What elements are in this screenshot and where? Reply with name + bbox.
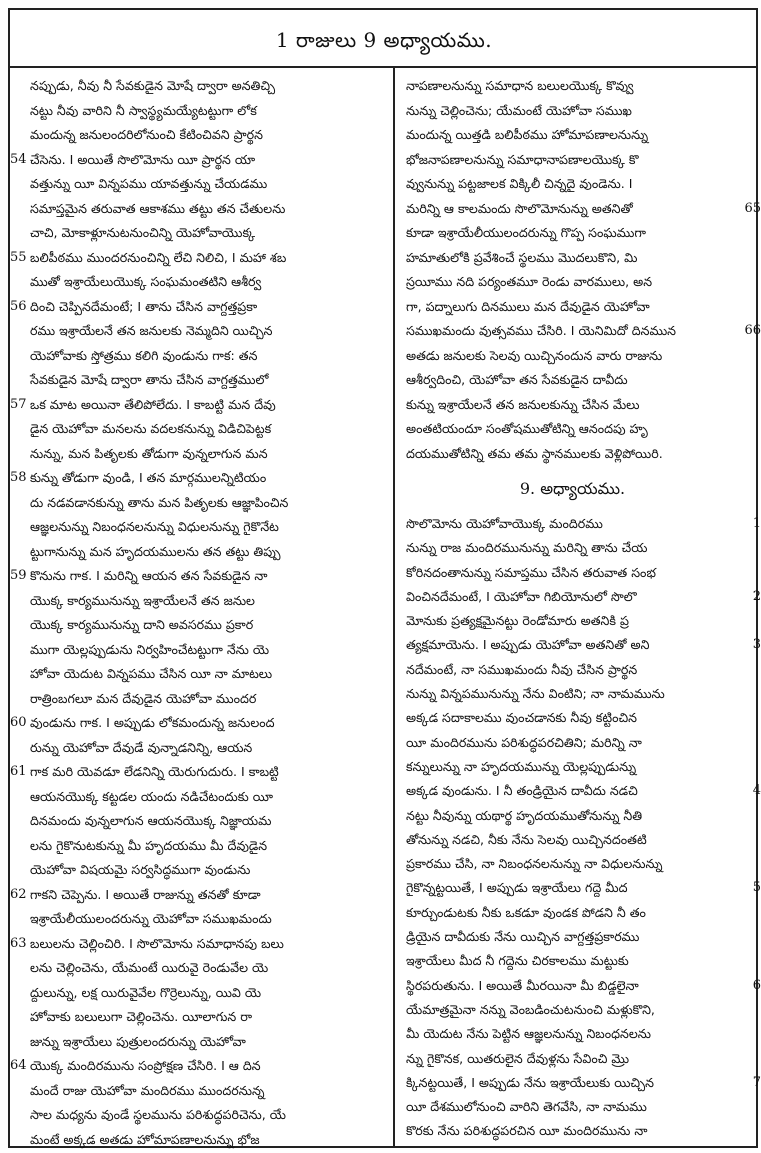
verse-number: 3 xyxy=(752,637,761,653)
text-line xyxy=(406,585,761,609)
verse-number: 6 xyxy=(752,977,761,993)
line-text: అంతటియందూ సంతోషముతోటిన్ని ఆనందపు హృ xyxy=(406,421,648,436)
text-line xyxy=(10,295,385,320)
left-column xyxy=(10,74,385,1152)
verse-number: 2 xyxy=(752,588,761,604)
text-line xyxy=(30,687,385,712)
right-column xyxy=(406,74,761,1144)
line-text: బలులను చెల్లించిరి. I సొలొమోను సమాధానపు బలు xyxy=(30,935,284,951)
text-line xyxy=(406,417,739,442)
text-line xyxy=(406,998,739,1022)
line-text: మోనుకు ప్రత్యక్షమైనట్టు రెండోమారు అతనికి ప్ర xyxy=(406,613,629,629)
text-line xyxy=(406,974,761,998)
text-line xyxy=(10,1054,385,1079)
verse-number: 56 xyxy=(10,298,27,314)
text-line xyxy=(406,319,761,344)
chapter-heading: 9. అధ్యాయము. xyxy=(519,479,626,498)
line-text: మంటే అక్కడ అతడు హోమాపణాలనున్ను భోజ xyxy=(30,1131,260,1147)
line-text: కూడా ఇశ్రాయేలీయులందరున్ను గొప్ప సంఘముగా xyxy=(406,225,647,240)
line-text: నట్టు నీవు వారిని నీ స్వాస్థ్యమయ్యేటట్టుగా లోక xyxy=(30,102,257,118)
line-text: హోవా యెదుట విన్నపము చేసిన యీ నా మాటలు xyxy=(30,666,273,681)
line-text: మీ యెదుట నేను పెట్టిన ఆజ్ఞలనున్ను నిబంధనలను xyxy=(406,1026,651,1042)
text-line xyxy=(30,956,385,981)
line-text: లను చెల్లించెను, యేమంటే యిరువై రెండువేల యె xyxy=(30,960,269,975)
line-text: దించి చెప్పినదేమంటే; I తాను చేసిన వాగ్దత్తప్రకా xyxy=(30,298,258,314)
text-line xyxy=(406,633,761,657)
text-line xyxy=(30,981,385,1006)
line-text: యెహోవా విషయమై సర్వసిద్ధముగా వుండును xyxy=(30,862,251,877)
line-text: గైకొన్నట్టయితే, I అప్పుడు ఇశ్రాయేలు గద్దె మీద xyxy=(406,880,628,896)
line-text: నున్ను, మన పితృలకు తోడుగా వున్నలాగున మన xyxy=(30,445,268,461)
text-line xyxy=(406,925,739,949)
text-line xyxy=(30,74,385,99)
line-text: యొక్క కార్యమునున్ను ఇశ్రాయేలనే తన జనుల xyxy=(30,592,255,608)
text-line xyxy=(30,515,385,540)
line-text: కొనును గాక. I మరిన్ని ఆయన తన సేవకుడైన నా xyxy=(30,568,268,583)
text-line xyxy=(406,828,739,852)
text-line xyxy=(30,123,385,148)
line-text: మందే రాజు యెహోవా మందిరము ముందరనున్న xyxy=(30,1082,265,1098)
line-text: స్రయీము నది పర్యంతమూ రెండు వారములు, అన xyxy=(406,274,653,289)
verse-number: 61 xyxy=(10,764,27,779)
verse-number: 58 xyxy=(10,470,27,485)
text-line xyxy=(30,99,385,124)
text-line xyxy=(30,417,385,442)
text-line xyxy=(30,858,385,883)
line-text: తోనున్ను నడచి, నీకు నేను సెలవు యిచ్చినదంతటి xyxy=(406,831,647,847)
verse-number: 4 xyxy=(752,783,761,799)
line-text: వుండును గాక. I అప్పుడు లోకమందున్న జనులంద xyxy=(30,715,275,730)
line-text: అక్కడ వుండును. I నీ తండ్రియైన దావీదు నడచి xyxy=(406,783,638,799)
line-text: దయముతోటిన్ని తమ తమ స్థానములకు వెళ్లిపోయిరి. xyxy=(406,445,663,461)
verse-number: 7 xyxy=(752,1074,761,1090)
text-line xyxy=(30,785,385,810)
line-text: సమాప్తమైన తరువాత ఆకాశము తట్టు తన చేతులను xyxy=(30,200,286,216)
line-text: దు నడవడానకున్ను తాను మన పితృలకు ఆజ్ఞాపించిన xyxy=(30,494,289,510)
text-line xyxy=(30,540,385,565)
line-text: కూర్చుండుటకు నీకు ఒకడూ వుండక పోడని నీ తం xyxy=(406,904,646,920)
page-title: 1 రాజులు 9 అధ్యాయము. xyxy=(275,28,493,52)
line-text: డైన యెహోవా మనలను వదలకనున్ను విడిచిపెట్టక xyxy=(30,421,272,436)
text-line xyxy=(406,368,739,393)
verse-number: 63 xyxy=(10,935,27,951)
column-divider xyxy=(393,66,395,1146)
text-line xyxy=(406,172,739,197)
line-text: వ్వునున్ను పట్టజాలక విక్కిలీ చిన్నదై వుండెను. I xyxy=(406,176,633,191)
line-text: అక్కడ సదాకాలము వుంచడానకు నీవు కట్టించిన xyxy=(406,710,637,726)
text-line xyxy=(30,638,385,663)
line-text: యొక్క కార్యమునున్ను దాని అవసరము ప్రకార xyxy=(30,617,254,632)
text-line xyxy=(30,1103,385,1128)
text-line xyxy=(406,1095,739,1119)
line-text: సేవకుడైన మోషే ద్వారా తాను చేసిన వాగ్దత్తములో xyxy=(30,372,269,387)
text-line xyxy=(406,609,739,633)
line-text: యీ మందిరమును పరిశుద్ధపరచితిని; మరిన్ని నా xyxy=(406,734,642,750)
text-line xyxy=(406,512,761,536)
line-text: అతడు జనులకు సెలవు యిచ్చినందున వారు రాజును xyxy=(406,347,663,363)
line-text: కోరినదంతానున్ను సమాప్తము చేసిన తరువాత సంభ xyxy=(406,564,656,580)
text-line xyxy=(406,755,739,779)
line-text: స్థిరపరుతును. I అయితే మీరయినా మీ బిడ్డలైనా xyxy=(406,977,639,993)
text-line xyxy=(30,442,385,467)
text-line xyxy=(30,834,385,859)
line-text: జున్ను ఇశ్రాయేలు పుత్రులందరున్ను యెహోవా xyxy=(30,1033,246,1049)
text-line xyxy=(406,344,739,369)
text-line xyxy=(406,731,739,755)
text-line xyxy=(406,658,739,682)
line-text: రున్ను యెహోవా దేవుడే వున్నాడనిన్ని, ఆయన xyxy=(30,739,253,755)
line-text: ప్రకారము చేసి, నా నిబంధనలనున్ను నా విధులనున్ను xyxy=(406,856,663,872)
text-line xyxy=(406,221,739,246)
text-line xyxy=(406,197,761,222)
line-text: నున్ను రాజ మందిరమునున్ను మరిన్ని తాను చేయ xyxy=(406,540,648,556)
right-column-bottom xyxy=(406,512,761,1144)
line-text: గా, పద్నాలుగు దినములు మన దేవుడైన యెహోవా xyxy=(406,298,650,314)
text-line xyxy=(406,876,761,900)
verse-number: 55 xyxy=(10,249,27,265)
text-line xyxy=(406,246,739,271)
line-text: కున్ను ఇశ్రాయేలనే తన జనులకున్ను చేసిన మేలు xyxy=(406,396,640,412)
text-line xyxy=(10,711,385,736)
line-text: రాత్రింబగలూ మన దేవుడైన యెహోవా ముందర xyxy=(30,690,257,706)
line-text: నున్ను విన్నపమునున్ను నేను వింటిని; నా నామమును xyxy=(406,686,665,702)
text-line xyxy=(406,949,739,973)
line-text: నట్టు నీవున్ను యథార్థ హృదయముతోనున్ను నీతి xyxy=(406,807,643,823)
text-line xyxy=(30,319,385,344)
text-line xyxy=(406,270,739,295)
text-line xyxy=(30,197,385,222)
text-line xyxy=(406,1022,739,1046)
right-column-top xyxy=(406,74,761,466)
text-line xyxy=(30,270,385,295)
text-line xyxy=(30,907,385,932)
line-text: నదేమంటే, నా సముఖమందు నీవు చేసిన ప్రార్థన xyxy=(406,661,638,677)
text-line xyxy=(30,589,385,614)
line-text: చాచి, మోకాళ్లూనుటనుంచిన్ని యెహోవాయొక్క xyxy=(30,225,256,240)
line-text: త్యక్షమాయెను. I అప్పుడు యెహోవా అతనితో అని xyxy=(406,637,650,653)
verse-number: 62 xyxy=(10,886,27,902)
text-line xyxy=(10,760,385,785)
text-line xyxy=(406,99,739,124)
text-line xyxy=(406,123,739,148)
line-text: ఆజ్ఞలనున్ను నిబంధనలనున్ను విధులనున్ను గైకొనేట xyxy=(30,519,279,534)
line-text: యీ దేశములోనుంచి వారిని తెగవేసి, నా నామము xyxy=(406,1099,647,1115)
text-line xyxy=(30,736,385,761)
text-line xyxy=(406,1047,739,1071)
line-text: సముఖమందు వుత్సవము చేసిరి. I యెనిమిదో దినమున xyxy=(406,323,677,338)
text-line xyxy=(406,706,739,730)
line-text: ఒక మాట అయినా తేలిపోలేదు. I కాబట్టి మన దేవు xyxy=(30,396,276,412)
line-text: బలిపీఠము ముందరనుంచిన్ని లేచి నిలిచి, I మహా శబ xyxy=(30,249,287,265)
line-text: నున్ను చెల్లించెను; యేమంటే యెహోవా సముఖ xyxy=(406,102,632,118)
text-line xyxy=(30,368,385,393)
text-line xyxy=(30,491,385,516)
line-text: మరిన్ని ఆ కాలమందు సొలొమోనున్ను అతనితో xyxy=(406,200,633,216)
text-line xyxy=(30,662,385,687)
text-line xyxy=(10,246,385,271)
text-line xyxy=(406,804,739,828)
line-text: సొలొమోను యెహోవాయొక్క మందిరము xyxy=(406,516,603,531)
verse-number: 66 xyxy=(744,323,761,338)
text-line xyxy=(30,221,385,246)
line-text: కొరకు నేను పరిశుద్ధపరచిన యీ మందిరమును నా xyxy=(406,1123,648,1139)
text-line xyxy=(30,1030,385,1055)
line-text: యెహోవాకు స్తోత్రము కలిగి వుండును గాక: తన xyxy=(30,347,258,363)
text-line xyxy=(10,393,385,418)
line-text: యొక్క మందిరమును సంప్రోక్షణ చేసిరి. I ఆ దిన xyxy=(30,1058,261,1073)
text-line xyxy=(406,393,739,418)
verse-number: 65 xyxy=(744,200,761,216)
line-text: హోవాకు బలులుగా చెల్లించెను. యీలాగున రా xyxy=(30,1009,253,1024)
header-rule xyxy=(8,66,758,68)
text-line xyxy=(10,883,385,908)
line-text: ట్టుగానున్ను మన హృదయములను తన తట్టు తిప్పు xyxy=(30,543,281,559)
text-line xyxy=(30,613,385,638)
line-text: చేసెను. I అయితే సొలొమోను యీ ప్రార్థన యా xyxy=(30,151,256,167)
text-line xyxy=(406,852,739,876)
line-text: వత్తున్ను యీ విన్నపము యావత్తున్ను చేయడము xyxy=(30,176,268,191)
text-line xyxy=(406,1071,761,1095)
line-text: గాక మరి యెవడూ లేడనిన్ని యెరుగుదురు. I కాబట్టి xyxy=(30,764,279,779)
line-text: ఆశీర్వదించి, యెహోవా తన సేవకుడైన దావీదు xyxy=(406,372,628,387)
line-text: నప్పుడు, నీవు నీ సేవకుడైన మోషే ద్వారా అనతిచ్చి xyxy=(30,78,276,93)
text-line xyxy=(30,1005,385,1030)
text-line xyxy=(406,295,739,320)
line-text: ఇశ్రాయేలు మీద నీ గద్దెను చిరకాలము మట్టుకు xyxy=(406,953,629,969)
line-text: నాపణాలనున్ను సమాధాన బలులయొక్క కొవ్వు xyxy=(406,78,634,93)
text-line xyxy=(406,682,739,706)
line-text: ముతో ఇశ్రాయేలుయొక్క సంఘమంతటిని ఆశీర్వ xyxy=(30,274,262,289)
text-line xyxy=(406,536,739,560)
verse-number: 60 xyxy=(10,715,27,730)
text-line xyxy=(10,148,385,173)
verse-number: 57 xyxy=(10,396,27,412)
text-line xyxy=(406,148,739,173)
text-line xyxy=(30,1079,385,1104)
text-line xyxy=(30,809,385,834)
line-text: లను గైకొనుటకున్ను మీ హృదయము మీ దేవుడైన xyxy=(30,837,268,853)
line-text: యేమాత్రమైనా నన్ను వెంబడించుటనుంచి మళ్లుకొని, xyxy=(406,1001,655,1017)
text-line xyxy=(406,561,739,585)
text-line xyxy=(406,74,739,99)
text-line xyxy=(30,1128,385,1153)
line-text: న్ను గైకొనక, యితరులైన దేవుళ్లను సేవించి మ్రొ xyxy=(406,1050,630,1066)
line-text: భోజనాపణాలనున్ను సమాధానాపణాలయొక్క కొ xyxy=(406,151,639,167)
line-text: మందున్న జనులందరిలోనుంచి కేటించివని ప్రార్థన xyxy=(30,127,263,142)
verse-number: 5 xyxy=(752,880,761,896)
text-line xyxy=(406,779,761,803)
text-line xyxy=(30,172,385,197)
verse-number: 59 xyxy=(10,568,27,583)
text-line xyxy=(406,442,739,467)
text-line xyxy=(10,466,385,491)
line-text: కున్ను తోడుగా వుండి, I తన మార్గములన్నిటియం xyxy=(30,470,267,485)
line-text: వించినదేమంటే, I యెహోవా గిబియోనులో సొలొ xyxy=(406,588,637,604)
top-border xyxy=(8,8,758,10)
text-line xyxy=(10,932,385,957)
line-text: హమాతులోకి ప్రవేశించే స్థలము మొదలుకొని, మి xyxy=(406,249,638,265)
line-text: ద్దులున్ను, లక్ష యిరువైవేల గొర్రెలున్ను, యివి యె xyxy=(30,984,262,1000)
line-text: సాల మధ్యను వుండే స్థలమును పరిశుద్ధపరిచెను, యే xyxy=(30,1107,286,1122)
verse-number: 54 xyxy=(10,151,27,167)
line-text: డ్రియైన దావీదుకు నేను యిచ్చిన వాగ్దత్తప్రకారము xyxy=(406,929,640,945)
text-line xyxy=(30,344,385,369)
line-text: క్కినట్టయితే, I అప్పుడు నేను ఇశ్రాయేలుకు యిచ్చిన xyxy=(406,1074,654,1090)
text-line xyxy=(406,1119,739,1143)
line-text: గాకని చెప్పెను. I అయితే రాజున్ను తనతో కూడా xyxy=(30,886,261,902)
line-text: ఆయనయొక్క కట్టడల యందు నడిచేటందుకు యీ xyxy=(30,788,273,804)
line-text: కన్నులున్ను నా హృదయమున్ను యెల్లప్పుడున్ను xyxy=(406,758,637,774)
text-line xyxy=(406,901,739,925)
verse-number: 64 xyxy=(10,1058,27,1073)
verse-number: 1 xyxy=(752,516,761,531)
line-text: మందున్న యిత్తడి బలిపీఠము హోమాపణాలనున్ను xyxy=(406,127,649,142)
text-line xyxy=(10,564,385,589)
line-text: దినమందు వున్నలాగున ఆయనయొక్క నిజ్ఞాయమ xyxy=(30,813,272,828)
line-text: రము ఇశ్రాయేలనే తన జనులకు నెమ్మదిని యిచ్చిన xyxy=(30,323,273,338)
line-text: ముగా యెల్లప్పుడును నిర్వహించేటట్టుగా నేను యె xyxy=(30,641,270,657)
book-page xyxy=(8,0,760,1153)
line-text: ఇశ్రాయేలీయులందరున్ను యెహోవా సముఖమందు xyxy=(30,911,272,926)
